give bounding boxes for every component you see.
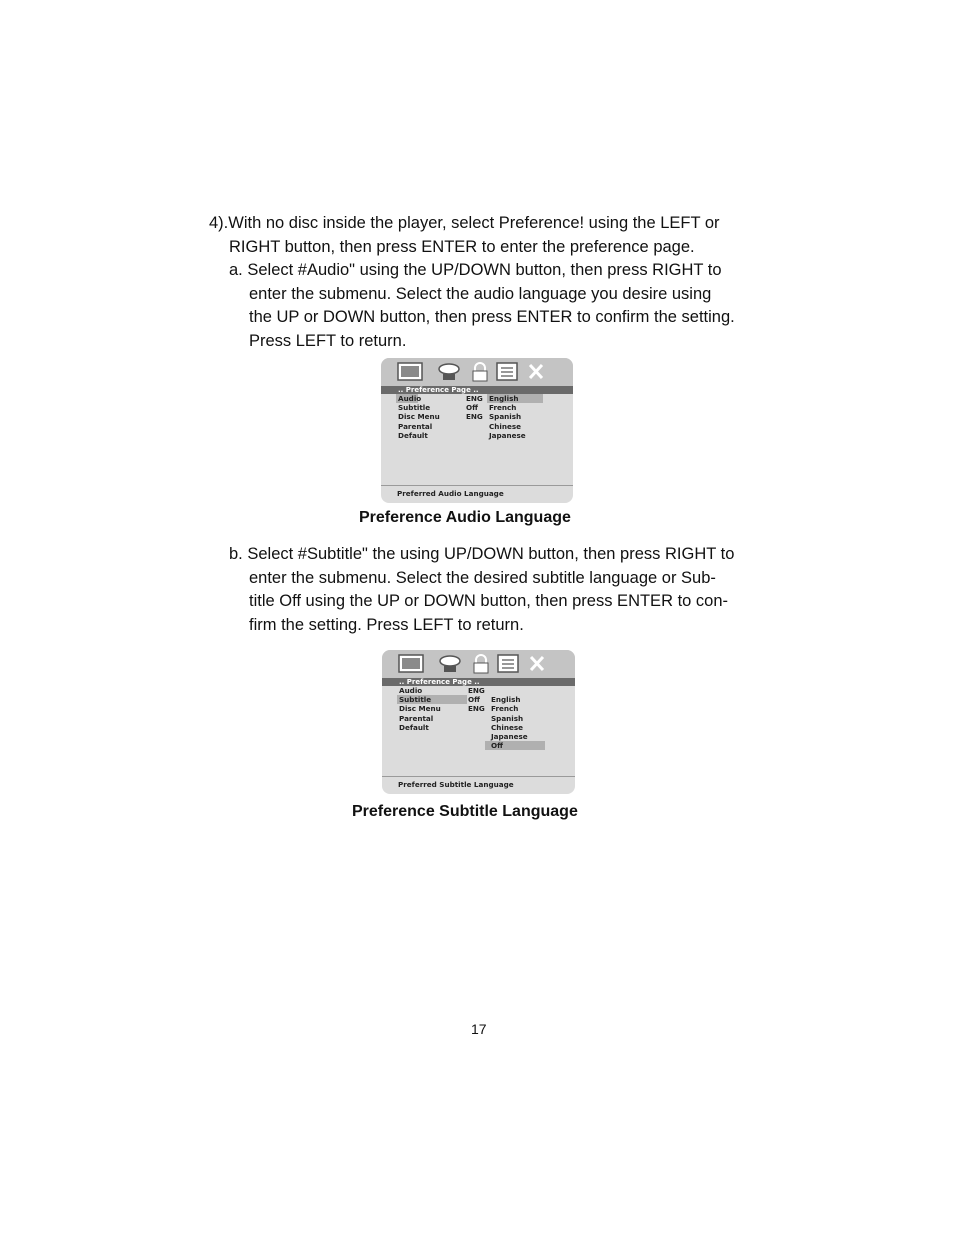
- option-japanese[interactable]: Japanese: [491, 732, 528, 741]
- menu-item-parental[interactable]: Parental: [399, 713, 434, 723]
- value-subtitle: Off: [466, 403, 478, 412]
- step-b-line4: firm the setting. Press LEFT to return.: [249, 616, 524, 634]
- preference-icon: [497, 654, 521, 674]
- lock-icon: [471, 362, 489, 382]
- option-japanese[interactable]: Japanese: [489, 431, 526, 440]
- menu-item-subtitle[interactable]: Subtitle: [399, 695, 432, 704]
- setup-icon-bar: [381, 358, 573, 386]
- footer-hint: Preferred Audio Language: [397, 489, 504, 498]
- menu-title: .. Preference Page ..: [382, 678, 575, 686]
- footer-hint: Preferred Subtitle Language: [398, 780, 514, 789]
- general-setup-icon: [398, 654, 424, 674]
- value-subtitle: Off: [468, 695, 480, 704]
- menu-title: .. Preference Page ..: [381, 386, 573, 394]
- option-chinese[interactable]: Chinese: [489, 421, 521, 431]
- audio-setup-icon: [438, 654, 462, 674]
- footer-divider: [382, 776, 575, 777]
- step-b-line1: b. Select #Subtitle" the using UP/DOWN button, then press RIGHT to: [229, 545, 735, 563]
- caption-subtitle: Preference Subtitle Language: [352, 803, 578, 820]
- option-english[interactable]: English: [489, 394, 519, 403]
- audio-setup-icon: [437, 362, 461, 382]
- value-disc-menu: ENG: [466, 412, 483, 421]
- menu-item-disc-menu[interactable]: Disc Menu: [398, 412, 440, 421]
- setup-icon-bar: [382, 650, 575, 678]
- menu-item-default[interactable]: Default: [399, 723, 429, 732]
- option-spanish[interactable]: Spanish: [491, 713, 524, 723]
- step-b-line2: enter the submenu. Select the desired subtitle language or Sub-: [249, 569, 716, 587]
- exit-icon: [528, 654, 546, 674]
- step-a-line1: a. Select #Audio" using the UP/DOWN button, then press RIGHT to: [229, 261, 722, 279]
- footer-divider: [381, 485, 573, 486]
- value-audio: ENG: [468, 686, 485, 695]
- caption-audio: Preference Audio Language: [359, 509, 571, 526]
- option-english[interactable]: English: [491, 695, 521, 704]
- value-audio: ENG: [466, 394, 483, 403]
- step-a-line3: the UP or DOWN button, then press ENTER to confirm the setting.: [249, 308, 735, 326]
- option-french[interactable]: French: [489, 403, 517, 412]
- subtitle-preference-screenshot: [382, 650, 575, 794]
- page-number: 17: [471, 1021, 487, 1037]
- menu-item-audio[interactable]: Audio: [398, 394, 422, 403]
- audio-preference-screenshot: [381, 358, 573, 503]
- menu-item-disc-menu[interactable]: Disc Menu: [399, 704, 441, 713]
- menu-item-default[interactable]: Default: [398, 431, 428, 440]
- option-off[interactable]: Off: [491, 741, 503, 750]
- menu-item-subtitle[interactable]: Subtitle: [398, 403, 431, 412]
- step4-line1: 4).With no disc inside the player, select Preference! using the LEFT or: [209, 214, 720, 232]
- step-a-line2: enter the submenu. Select the audio language you desire using: [249, 285, 712, 303]
- step4-line2: RIGHT button, then press ENTER to enter the preference page.: [229, 238, 695, 256]
- exit-icon: [527, 362, 545, 382]
- value-disc-menu: ENG: [468, 704, 485, 713]
- step-a-line4: Press LEFT to return.: [249, 332, 407, 350]
- menu-item-parental[interactable]: Parental: [398, 421, 433, 431]
- option-french[interactable]: French: [491, 704, 519, 713]
- option-spanish[interactable]: Spanish: [489, 412, 522, 421]
- menu-item-audio[interactable]: Audio: [399, 686, 423, 695]
- preference-icon: [496, 362, 520, 382]
- lock-icon: [472, 654, 490, 674]
- option-chinese[interactable]: Chinese: [491, 723, 523, 732]
- general-setup-icon: [397, 362, 423, 382]
- step-b-line3: title Off using the UP or DOWN button, then press ENTER to con-: [249, 592, 729, 610]
